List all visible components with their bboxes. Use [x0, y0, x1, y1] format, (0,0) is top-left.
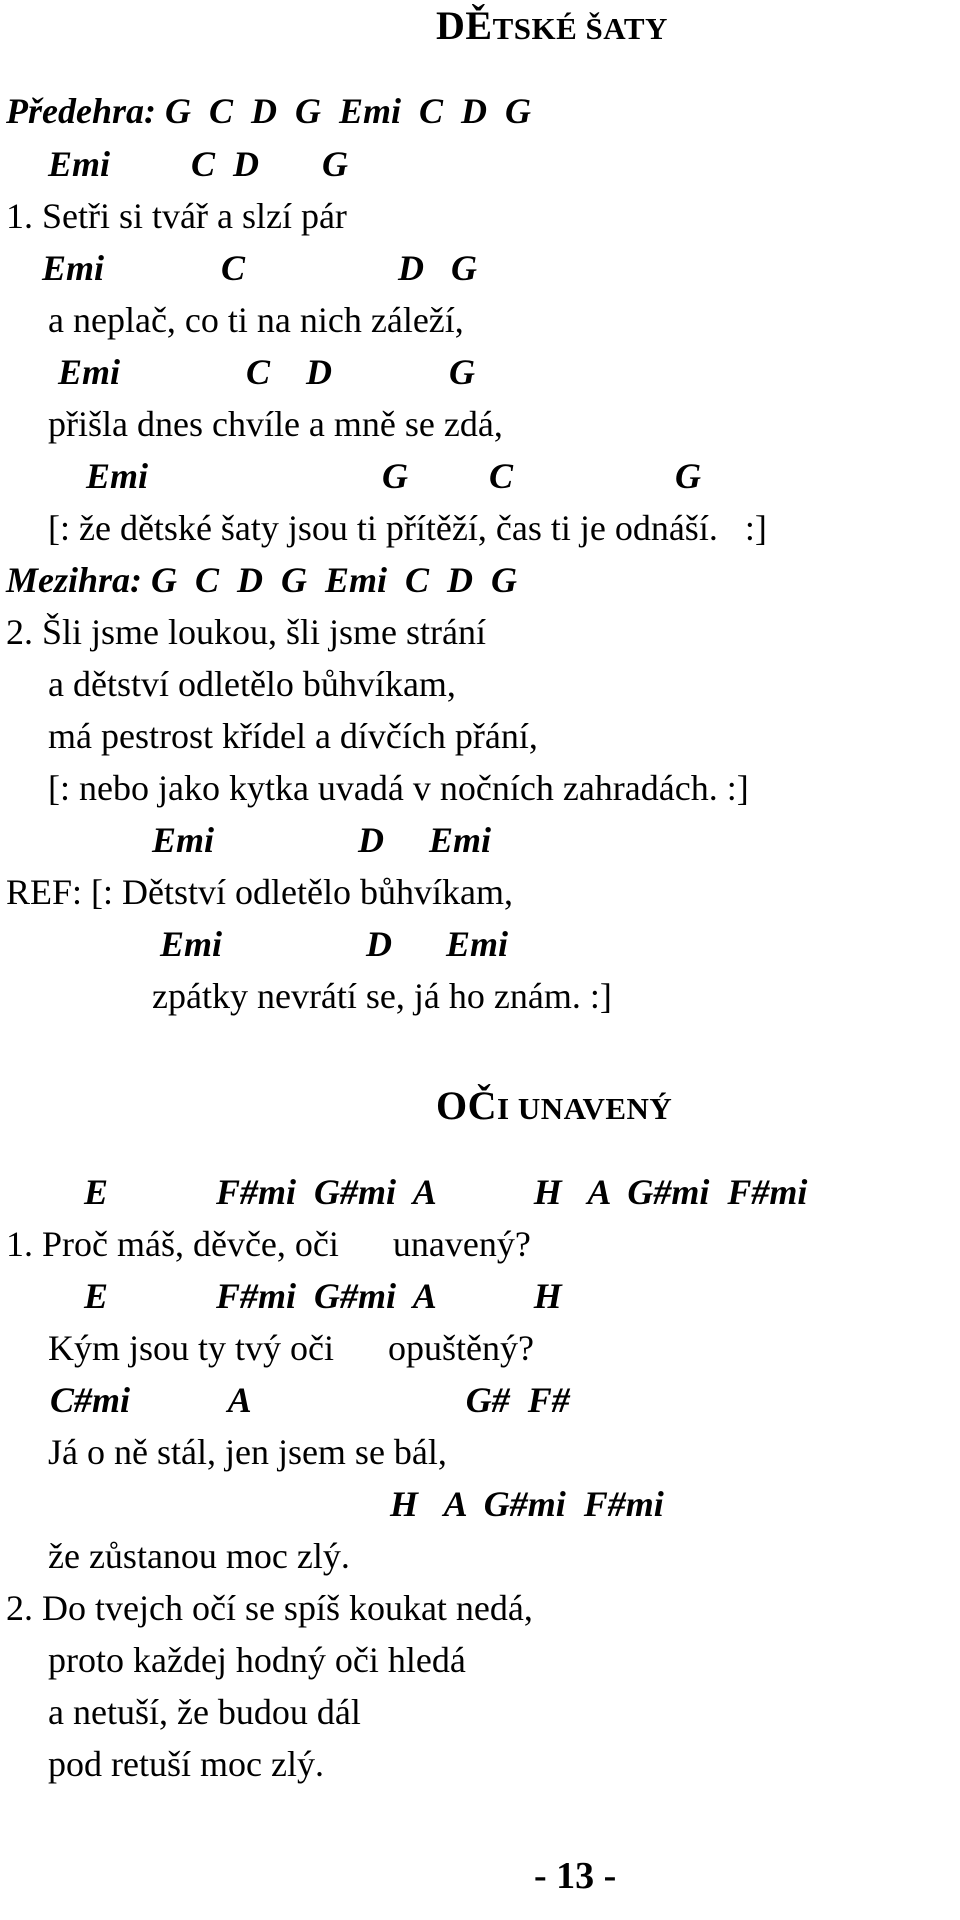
lyric-line: přišla dnes chvíle a mně se zdá, [48, 404, 503, 444]
chord-line: Emi C D G [58, 352, 476, 392]
lyric-line: Kým jsou ty tvý oči opuštěný? [48, 1328, 534, 1368]
lyric-line: 1. Proč máš, děvče, oči unavený? [6, 1224, 531, 1264]
song-title-detske-saty: DĚTSKÉ ŠATY [436, 3, 668, 48]
chord-line: H A G#mi F#mi [390, 1484, 664, 1524]
refrain-lyric-line: REF: [: Dětství odletělo bůhvíkam, [6, 872, 513, 912]
lyric-line: a netuší, že budou dál [48, 1692, 361, 1732]
chord-line: Emi C D G [42, 248, 478, 288]
lyric-line: [: že dětské šaty jsou ti přítěží, čas ti je odnáší. :] [48, 508, 767, 548]
lyric-line: a dětství odletělo bůhvíkam, [48, 664, 456, 704]
lyric-line: 2. Šli jsme loukou, šli jsme strání [6, 612, 487, 652]
song-title-oci-unaveny: OČI UNAVENÝ [436, 1083, 673, 1128]
chord-line: Emi D Emi [160, 924, 509, 964]
lyric-line: má pestrost křídel a dívčích přání, [48, 716, 538, 756]
chord-line: C#mi A G# F# [50, 1380, 570, 1420]
lyric-line: že zůstanou moc zlý. [48, 1536, 350, 1576]
refrain-lyric-line: zpátky nevrátí se, já ho znám. :] [152, 976, 612, 1016]
lyric-line: a neplač, co ti na nich záleží, [48, 300, 464, 340]
lyric-line: pod retuší moc zlý. [48, 1744, 324, 1784]
mezihra-line: Mezihra: G C D G Emi C D G [6, 560, 518, 600]
page-number: - 13 - [534, 1855, 617, 1897]
chord-line: Emi C D G [48, 144, 349, 184]
lyric-line: proto každej hodný oči hledá [48, 1640, 466, 1680]
chord-line: Emi G C G [86, 456, 702, 496]
lyric-line: 1. Setři si tvář a slzí pár [6, 196, 347, 236]
lyric-line: Já o ně stál, jen jsem se bál, [48, 1432, 447, 1472]
chord-line: E F#mi G#mi A H [84, 1276, 562, 1316]
chord-line: E F#mi G#mi A H A G#mi F#mi [84, 1172, 808, 1212]
predehra-line: Předehra: G C D G Emi C D G [6, 91, 532, 131]
lyric-line: [: nebo jako kytka uvadá v nočních zahradách. :] [48, 768, 749, 808]
chord-line: Emi D Emi [152, 820, 492, 860]
lyric-line: 2. Do tvejch očí se spíš koukat nedá, [6, 1588, 533, 1628]
